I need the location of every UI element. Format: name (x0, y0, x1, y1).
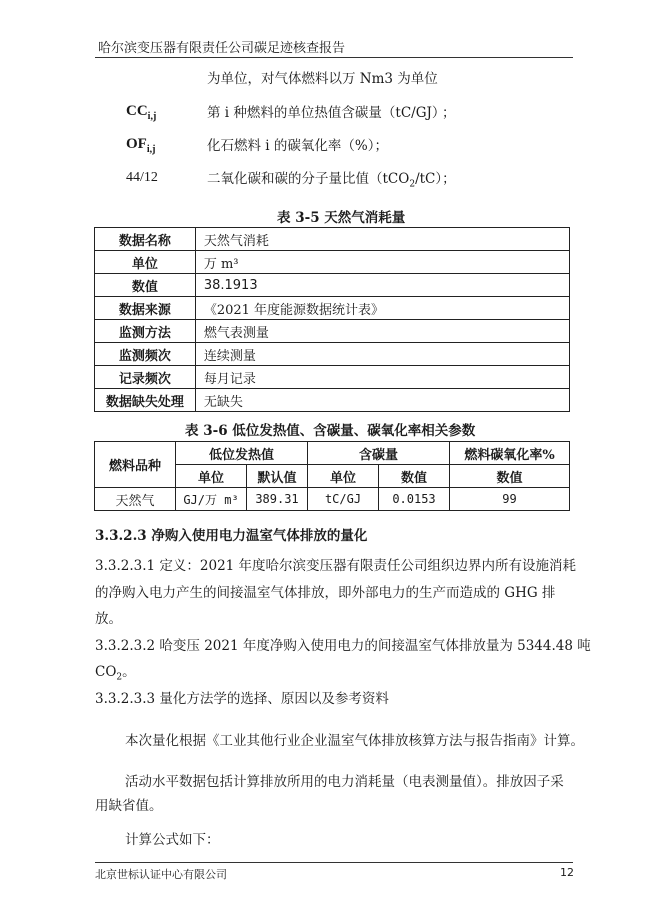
table-key: 记录频次 (95, 366, 196, 389)
cell-default-value: 389.31 (247, 488, 308, 511)
table-value: 每月记录 (195, 366, 569, 389)
subheader-default-value: 默认值 (247, 465, 308, 488)
table-value: 万 m³ (195, 251, 569, 274)
cell-value: 0.0153 (379, 488, 450, 511)
table-value: 连续测量 (195, 343, 569, 366)
paragraph-quantification-basis: 本次量化根据《工业其他行业企业温室气体排放核算方法与报告指南》计算。 (125, 733, 584, 749)
symbol-cc-main: CC (126, 103, 148, 119)
table-key: 数值 (95, 274, 196, 297)
cell-unit: tC/GJ (308, 488, 379, 511)
table-key: 监测频次 (95, 343, 196, 366)
table-row (95, 488, 570, 511)
symbol-of (126, 136, 155, 155)
co2-text: CO (95, 664, 117, 680)
table-value: 无缺失 (195, 389, 569, 412)
paragraph-formula-intro: 计算公式如下： (125, 832, 220, 848)
table-row (95, 228, 570, 251)
header-lower-heating-value: 低位发热值 (176, 442, 308, 465)
subheader-value: 数值 (379, 465, 450, 488)
paragraph-definition-line2: 的净购入电力产生的间接温室气体排放，即外部电力的生产而造成的 GHG 排 (95, 585, 556, 601)
table-3-6-caption: 表 3-6 低位发热值、含碳量、碳氧化率相关参数 (185, 423, 476, 439)
paragraph-definition-line3: 放。 (95, 611, 122, 627)
definition-ratio-pre: 二氧化碳和碳的分子量比值（tCO (207, 171, 410, 187)
table-row (95, 251, 570, 274)
definition-cc: 第 i 种燃料的单位热值含碳量（tC/GJ） (207, 105, 446, 121)
section-heading: 3.3.2.3 净购入使用电力温室气体排放的量化 (95, 528, 368, 544)
table-3-5-caption: 表 3-5 天然气消耗量 (277, 210, 406, 226)
table-row (95, 343, 570, 366)
symbol-cc-sub: i,j (147, 111, 157, 122)
paragraph-methodology-heading: 3.3.2.3.3 量化方法学的选择、原因以及参考资料 (95, 691, 389, 707)
page-number: 12 (560, 866, 574, 879)
cell-value: 99 (450, 488, 570, 511)
table-key: 数据来源 (95, 297, 196, 320)
symbol-of-main: OF (126, 136, 147, 152)
header-divider (95, 57, 573, 58)
definition-unit-line: 为单位，对气体燃料以万 Nm3 为单位 (207, 71, 438, 87)
natural-gas-consumption-table (94, 227, 570, 412)
header-oxidation-rate: 燃料碳氧化率% (450, 442, 570, 465)
definition-ratio-post: /tC）； (415, 171, 456, 187)
paragraph-activity-line1: 活动水平数据包括计算排放所用的电力消耗量（电表测量值）。排放因子采 (125, 774, 564, 790)
table-row (95, 389, 570, 412)
report-header-title: 哈尔滨变压器有限责任公司碳足迹核查报告 (98, 41, 346, 56)
header-carbon-content: 含碳量 (308, 442, 450, 465)
table-row (95, 274, 570, 297)
definition-ratio (207, 170, 456, 194)
table-header-row (95, 442, 570, 465)
subheader-unit: 单位 (308, 465, 379, 488)
paragraph-emission-line1: 3.3.2.3.2 哈变压 2021 年度净购入使用电力的间接温室气体排放量为 5344.48 吨 (95, 638, 591, 654)
table-key: 单位 (95, 251, 196, 274)
paragraph-activity-line2: 用缺省值。 (95, 798, 163, 814)
symbol-of-sub: i,j (146, 144, 156, 155)
footer-organization: 北京世标认证中心有限公司 (95, 868, 227, 881)
paragraph-definition-line1: 3.3.2.3.1 定义：2021 年度哈尔滨变压器有限责任公司组织边界内所有设施消耗 (95, 558, 577, 574)
table-row (95, 366, 570, 389)
cell-fuel: 天然气 (95, 488, 176, 511)
co2-post: 。 (122, 664, 136, 680)
header-fuel-type: 燃料品种 (95, 442, 176, 488)
footer-divider (95, 862, 573, 863)
cell-unit: GJ/万 m³ (176, 488, 247, 511)
table-row (95, 297, 570, 320)
table-key: 数据名称 (95, 228, 196, 251)
table-value: 天然气消耗 (195, 228, 569, 251)
table-value: 燃气表测量 (195, 320, 569, 343)
emission-parameters-table (94, 441, 570, 511)
paragraph-emission-line2 (95, 660, 136, 683)
definition-of: 化石燃料 i 的碳氧化率（%）； (207, 138, 388, 154)
definition-cc-tail: ； (442, 105, 456, 121)
symbol-ratio: 44/12 (126, 170, 158, 185)
table-value: 38.1913 (195, 274, 569, 297)
symbol-cc (126, 103, 156, 122)
table-value: 《2021 年度能源数据统计表》 (195, 297, 569, 320)
definition-ratio-sub: 2 (409, 179, 416, 190)
subheader-value: 数值 (450, 465, 570, 488)
table-key: 监测方法 (95, 320, 196, 343)
co2-sub: 2 (116, 672, 123, 683)
table-row (95, 320, 570, 343)
subheader-unit: 单位 (176, 465, 247, 488)
table-key: 数据缺失处理 (95, 389, 196, 412)
